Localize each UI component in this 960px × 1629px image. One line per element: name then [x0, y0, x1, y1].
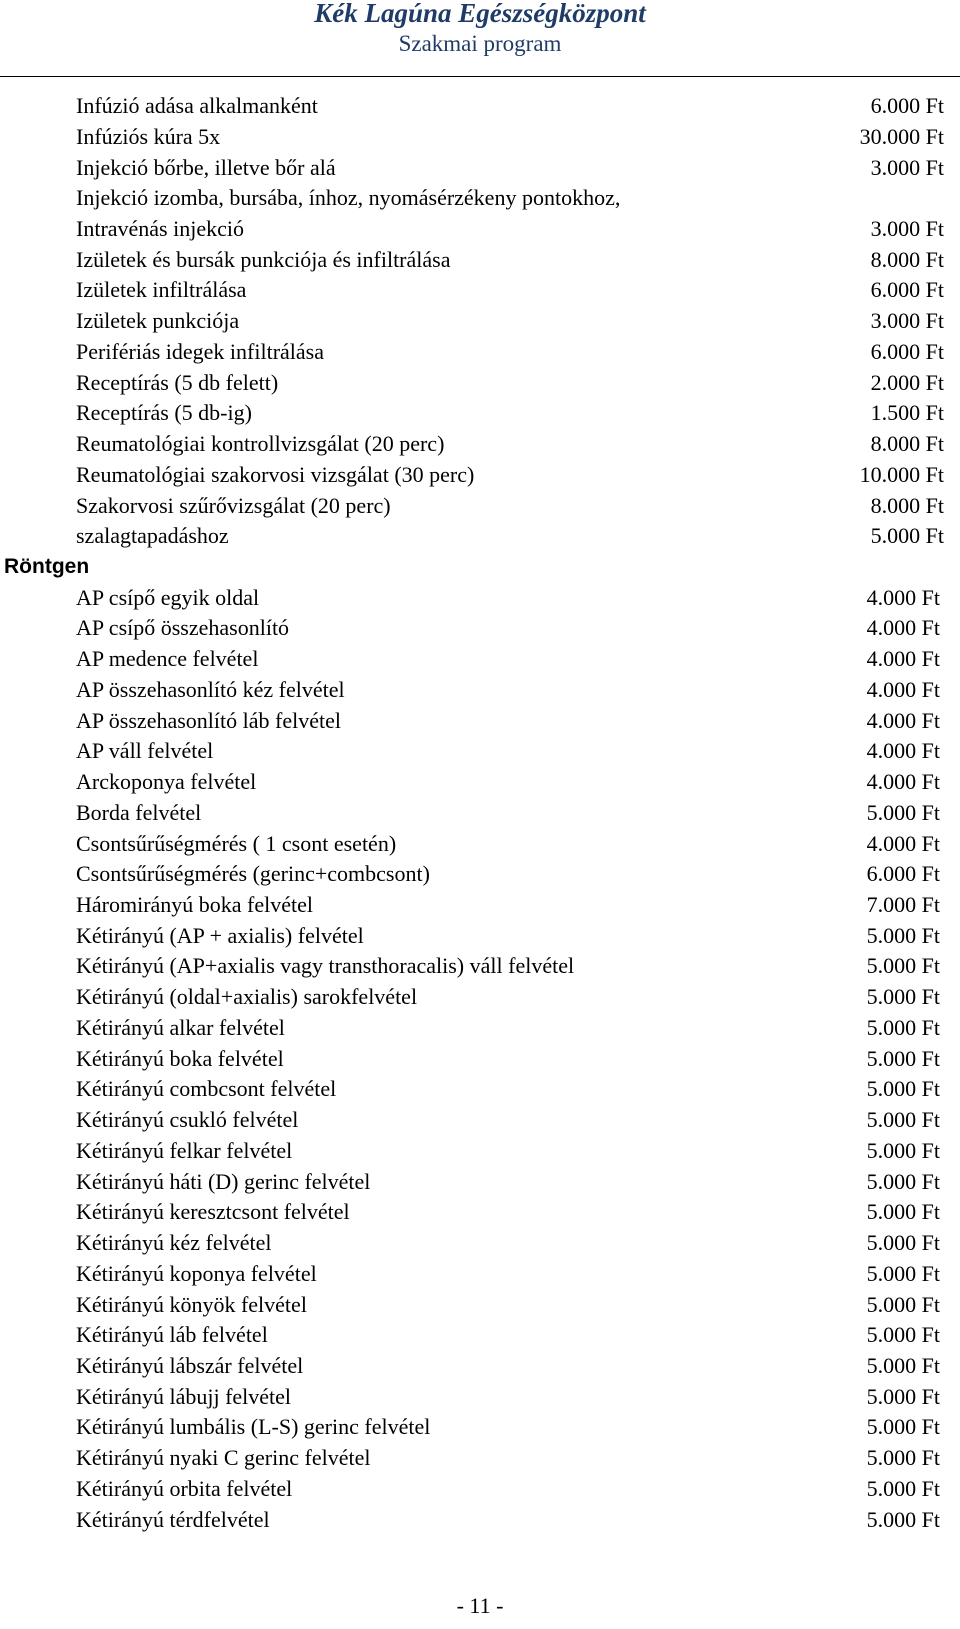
item-name: Kétirányú nyaki C gerinc felvétel	[76, 1445, 371, 1471]
item-name: Perifériás idegek infiltrálása	[76, 338, 325, 364]
item-name: Izületek infiltrálása	[76, 277, 247, 303]
price-row	[0, 1381, 960, 1412]
item-price: 4.000 Ft	[866, 738, 940, 764]
item-name: Kétirányú kéz felvétel	[76, 1230, 272, 1255]
item-name: Izületek punkciója	[76, 308, 240, 334]
item-price: 4.000 Ft	[866, 676, 940, 702]
page-header-subtitle: Szakmai program	[398, 31, 562, 56]
item-price: 5.000 Ft	[866, 1291, 940, 1317]
item-price: 5.000 Ft	[866, 953, 940, 979]
price-row	[0, 459, 960, 490]
price-row	[0, 213, 960, 244]
item-price: 5.000 Ft	[866, 1230, 940, 1255]
price-row	[0, 182, 960, 213]
price-row	[0, 920, 960, 951]
item-name: Injekció bőrbe, illetve bőr alá	[76, 154, 336, 180]
page-header-title: Kék Lagúna Egészségközpont	[314, 0, 646, 28]
price-row	[0, 305, 960, 336]
item-price: 5.000 Ft	[866, 1322, 940, 1348]
item-price: 7.000 Ft	[866, 892, 940, 917]
price-row	[0, 1073, 960, 1104]
price-row	[0, 1411, 960, 1442]
price-row	[0, 1473, 960, 1504]
item-price: 3.000 Ft	[870, 154, 944, 180]
item-price: 5.000 Ft	[866, 1260, 940, 1286]
price-row	[0, 520, 960, 551]
item-name: Kétirányú lábujj felvétel	[76, 1383, 292, 1409]
item-name: Kétirányú koponya felvétel	[76, 1260, 317, 1286]
item-price: 5.000 Ft	[866, 1076, 940, 1102]
price-row	[0, 1135, 960, 1166]
item-name: Kétirányú felkar felvétel	[76, 1137, 293, 1163]
price-row	[0, 889, 960, 920]
price-row	[0, 152, 960, 183]
item-name: Infúziós kúra 5x	[76, 123, 221, 149]
price-row	[0, 705, 960, 736]
price-row	[0, 1043, 960, 1074]
price-row	[0, 336, 960, 367]
item-name: Háromirányú boka felvétel	[76, 892, 314, 917]
price-row	[0, 428, 960, 459]
item-price: 30.000 Ft	[859, 123, 944, 149]
item-name: Kétirányú láb felvétel	[76, 1322, 268, 1348]
item-name: AP összehasonlító kéz felvétel	[76, 676, 345, 702]
price-row	[0, 582, 960, 613]
item-price: 6.000 Ft	[870, 93, 944, 118]
item-price: 8.000 Ft	[870, 246, 944, 272]
price-row	[0, 858, 960, 889]
item-price: 8.000 Ft	[870, 431, 944, 456]
item-name: Kétirányú (AP + axialis) felvétel	[76, 922, 364, 948]
item-price: 6.000 Ft	[870, 338, 944, 364]
item-name: Kétirányú térdfelvétel	[76, 1506, 270, 1532]
item-price: 2.000 Ft	[870, 369, 944, 395]
item-name: szalagtapadáshoz	[76, 523, 229, 549]
item-price: 6.000 Ft	[866, 861, 940, 887]
item-price: 4.000 Ft	[866, 830, 940, 856]
item-price: 5.000 Ft	[866, 1107, 940, 1133]
item-price: 5.000 Ft	[866, 1045, 940, 1071]
item-name: Borda felvétel	[76, 799, 202, 825]
item-name: Reumatológiai kontrollvizsgálat (20 perc)	[76, 431, 445, 456]
item-name: AP váll felvétel	[76, 738, 214, 764]
item-name: Kétirányú orbita felvétel	[76, 1475, 293, 1501]
item-price: 5.000 Ft	[866, 1199, 940, 1225]
item-name: Kétirányú (AP+axialis vagy transthoracalis) váll felvétel	[76, 953, 575, 979]
section-heading-row	[0, 551, 960, 582]
item-price: 5.000 Ft	[866, 1414, 940, 1440]
item-name: Szakorvosi szűrővizsgálat (20 perc)	[76, 492, 391, 518]
item-price: 1.500 Ft	[870, 400, 944, 426]
price-row	[0, 1289, 960, 1320]
price-row	[0, 1350, 960, 1381]
item-name: Izületek és bursák punkciója és infiltrálása	[76, 246, 451, 272]
item-price: 5.000 Ft	[866, 1445, 940, 1471]
item-name: Kétirányú lábszár felvétel	[76, 1352, 304, 1378]
item-price: 3.000 Ft	[870, 215, 944, 241]
item-name: AP csípő összehasonlító	[76, 615, 290, 641]
price-row	[0, 1258, 960, 1289]
item-name: Kétirányú lumbális (L-S) gerinc felvétel	[76, 1414, 431, 1440]
price-row	[0, 367, 960, 398]
item-name: Intravénás injekció	[76, 215, 244, 241]
price-row	[0, 244, 960, 275]
price-row	[0, 121, 960, 152]
item-name: Kétirányú boka felvétel	[76, 1045, 284, 1071]
item-price: 5.000 Ft	[866, 1168, 940, 1194]
item-name: Kétirányú (oldal+axialis) sarokfelvétel	[76, 984, 418, 1010]
item-name: Kétirányú háti (D) gerinc felvétel	[76, 1168, 371, 1194]
item-name: Kétirányú combcsont felvétel	[76, 1076, 337, 1102]
item-price: 10.000 Ft	[859, 461, 944, 487]
price-row	[0, 1104, 960, 1135]
price-row	[0, 1442, 960, 1473]
item-name: Receptírás (5 db-ig)	[76, 400, 252, 426]
item-name: Infúzió adása alkalmanként	[76, 93, 318, 118]
item-price: 5.000 Ft	[866, 1137, 940, 1163]
item-price: 5.000 Ft	[866, 1014, 940, 1040]
item-price: 5.000 Ft	[870, 523, 944, 549]
price-row	[0, 643, 960, 674]
item-price: 3.000 Ft	[870, 308, 944, 334]
price-row	[0, 981, 960, 1012]
price-row	[0, 90, 960, 121]
item-name: Kétirányú csukló felvétel	[76, 1107, 299, 1133]
item-name: Injekció izomba, bursába, ínhoz, nyomásérzékeny pontokhoz,	[76, 185, 621, 211]
price-row	[0, 397, 960, 428]
item-price: 5.000 Ft	[866, 1352, 940, 1378]
item-price: 4.000 Ft	[866, 769, 940, 795]
item-name: Csontsűrűségmérés (gerinc+combcsont)	[76, 861, 430, 887]
price-row	[0, 766, 960, 797]
item-name: Reumatológiai szakorvosi vizsgálat (30 perc)	[76, 461, 475, 487]
item-price: 5.000 Ft	[866, 984, 940, 1010]
item-price: 5.000 Ft	[866, 922, 940, 948]
price-row	[0, 274, 960, 305]
item-name: AP medence felvétel	[76, 646, 259, 672]
price-row	[0, 1319, 960, 1350]
price-row	[0, 828, 960, 859]
item-name: Kétirányú keresztcsont felvétel	[76, 1199, 350, 1225]
item-price: 5.000 Ft	[866, 799, 940, 825]
header-divider	[0, 76, 960, 77]
item-name: Csontsűrűségmérés ( 1 csont esetén)	[76, 830, 397, 856]
item-price: 5.000 Ft	[866, 1383, 940, 1409]
item-name: Arckoponya felvétel	[76, 769, 257, 795]
price-row	[0, 1504, 960, 1535]
page-number: - 11 -	[456, 1593, 504, 1618]
item-price: 5.000 Ft	[866, 1475, 940, 1501]
item-name: Kétirányú könyök felvétel	[76, 1291, 307, 1317]
item-price: 4.000 Ft	[866, 615, 940, 641]
item-price: 6.000 Ft	[870, 277, 944, 303]
item-price: 4.000 Ft	[866, 646, 940, 672]
item-price: 4.000 Ft	[866, 584, 940, 610]
item-price: 8.000 Ft	[870, 492, 944, 518]
price-row	[0, 674, 960, 705]
price-row	[0, 1012, 960, 1043]
price-row	[0, 950, 960, 981]
item-name: Kétirányú alkar felvétel	[76, 1014, 285, 1040]
item-name: AP összehasonlító láb felvétel	[76, 707, 341, 733]
item-name: Receptírás (5 db felett)	[76, 369, 279, 395]
item-price: 4.000 Ft	[866, 707, 940, 733]
item-price: 5.000 Ft	[866, 1506, 940, 1532]
price-row	[0, 612, 960, 643]
item-name: AP csípő egyik oldal	[76, 584, 260, 610]
price-row	[0, 735, 960, 766]
price-row	[0, 1227, 960, 1258]
price-row	[0, 797, 960, 828]
price-row	[0, 490, 960, 521]
price-row	[0, 1196, 960, 1227]
price-row	[0, 1166, 960, 1197]
section-heading: Röntgen	[4, 554, 90, 578]
